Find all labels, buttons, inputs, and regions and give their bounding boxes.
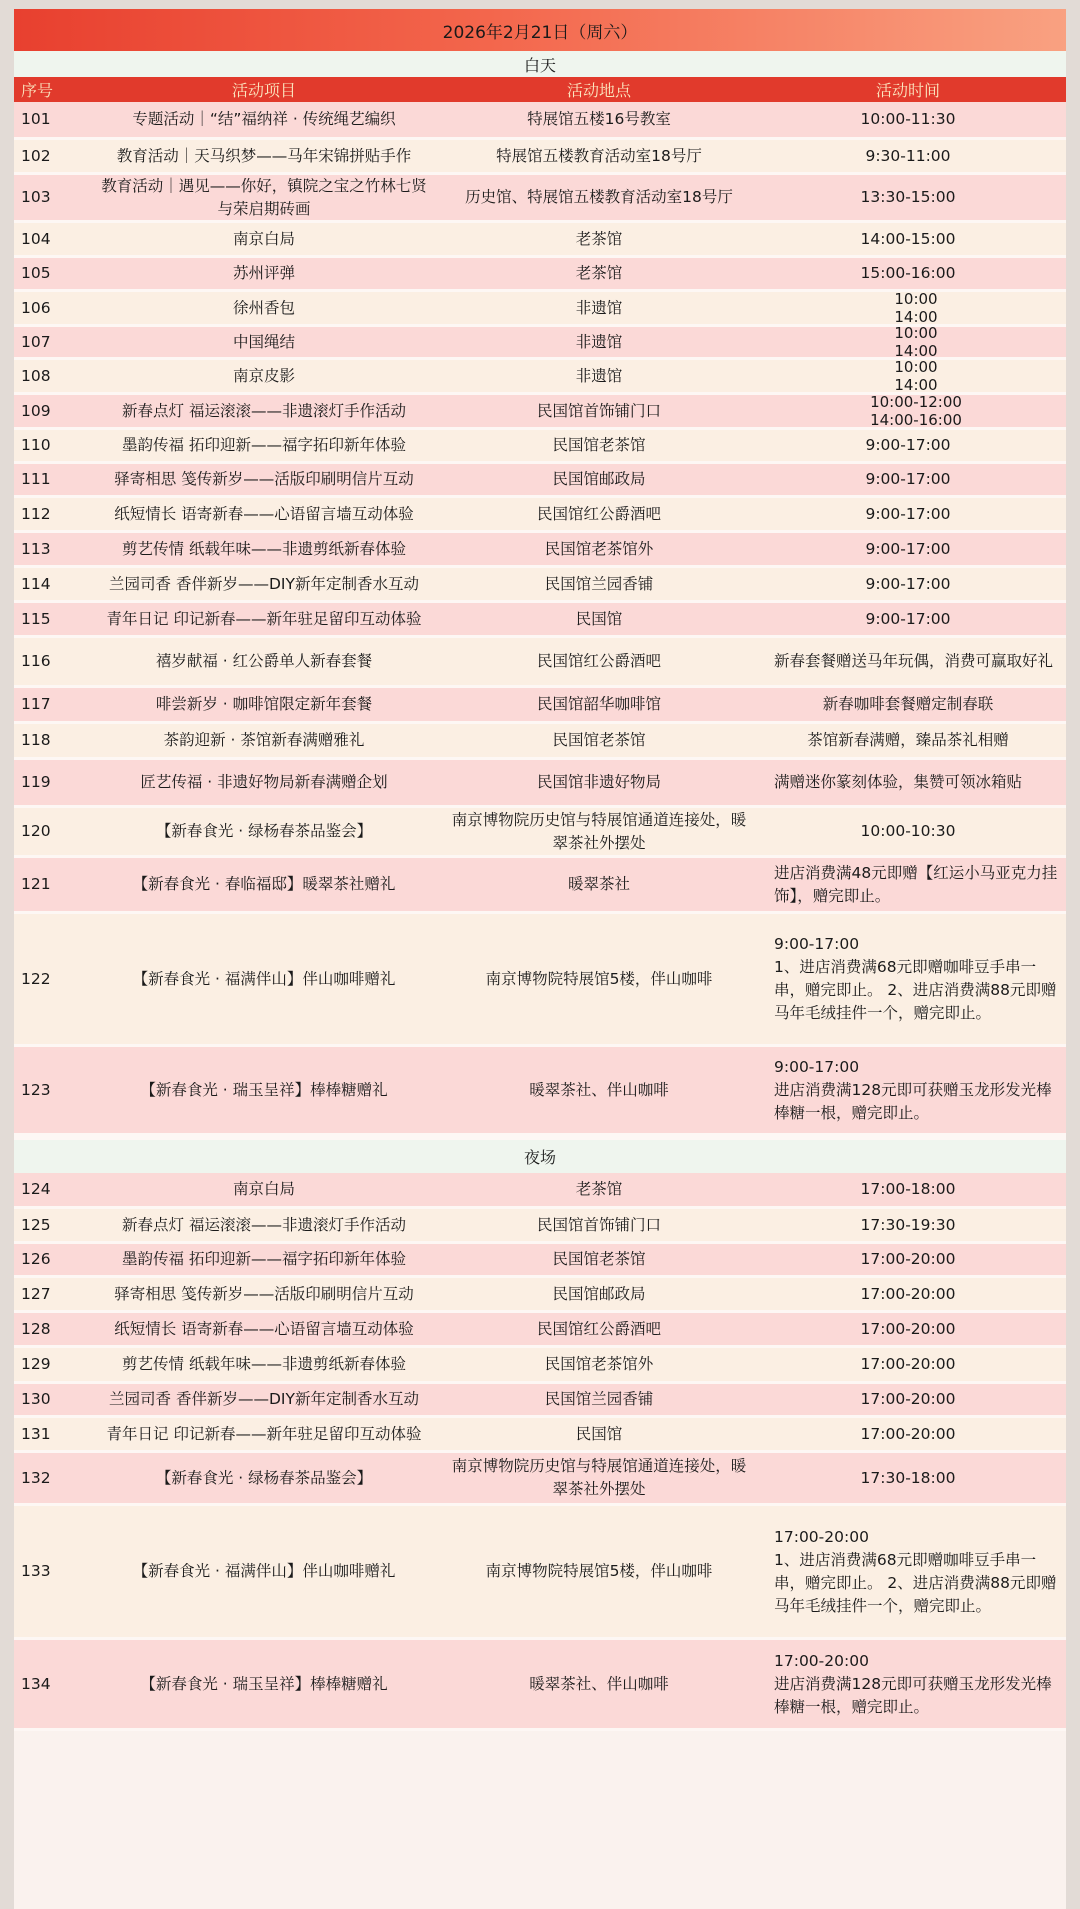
row-location: 特展馆五楼教育活动室18号厅 (496, 146, 702, 165)
row-number: 132 (21, 1468, 51, 1487)
row-location: 民国馆老茶馆外 (544, 539, 654, 558)
row-activity: 教育活动｜遇见——你好，镇院之宝之竹林七贤与荣启期砖画 (101, 176, 427, 218)
row-time-detail: 1、进店消费满68元即赠咖啡豆手串一串，赠完即止。 2、进店消费满88元即赠马年毛绒挂件一个，赠完即止。 (774, 1550, 1057, 1615)
row-time: 14:00-15:00 (860, 229, 956, 248)
row-location: 南京博物院特展馆5楼，伴山咖啡 (485, 969, 713, 988)
row-location: 暖翠茶社 (567, 875, 630, 893)
row-location: 特展馆五楼16号教室 (527, 110, 671, 128)
row-time: 进店消费满48元即赠【红运小马亚克力挂饰】，赠完即止。 (774, 863, 1058, 905)
row-number: 119 (21, 773, 51, 791)
header-no: 序号 (21, 81, 54, 100)
row-number: 120 (21, 822, 51, 840)
table-row (14, 760, 1066, 808)
row-number: 115 (21, 609, 51, 628)
row-activity: 新春点灯 福运滚滚——非遗滚灯手作活动 (122, 401, 406, 420)
row-activity: 中国绳结 (232, 332, 295, 351)
row-location: 民国馆 (575, 609, 623, 628)
row-activity: 南京白局 (232, 1180, 295, 1198)
table-row (14, 258, 1066, 292)
row-activity: 兰园司香 香伴新岁——DIY新年定制香水互动 (109, 1390, 419, 1408)
table-row (14, 360, 1066, 395)
row-activity: 驿寄相思 笺传新岁——活版印刷明信片互动 (114, 470, 414, 488)
row-number: 126 (21, 1250, 51, 1268)
row-time: 9:00-17:00 (865, 539, 951, 558)
row-time (760, 1650, 1066, 1719)
row-time: 10:00-11:30 (860, 110, 956, 128)
row-activity: 啡尝新岁 · 咖啡馆限定新年套餐 (155, 695, 373, 713)
table-header (14, 77, 1066, 102)
row-activity: 徐州香包 (232, 298, 295, 317)
row-location: 非遗馆 (575, 366, 623, 385)
row-number: 106 (21, 298, 51, 317)
table-row (14, 1244, 1066, 1278)
row-location: 南京博物院历史馆与特展馆通道连接处，暖翠茶社外摆处 (451, 1457, 747, 1498)
row-location: 民国馆兰园香铺 (544, 1390, 654, 1408)
row-location: 老茶馆 (575, 264, 623, 282)
row-time-line: 10:00 (894, 290, 938, 308)
row-time: 新春套餐赠送马年玩偶，消费可赢取好礼 (774, 652, 1054, 670)
table-row (14, 102, 1066, 140)
row-activity: 教育活动｜天马织梦——马年宋锦拼贴手作 (116, 146, 412, 165)
table-row (14, 1173, 1066, 1209)
row-number: 122 (21, 969, 51, 988)
row-number: 127 (21, 1284, 51, 1303)
table-row (14, 498, 1066, 533)
row-time-detail: 14:00 (894, 308, 938, 326)
row-time-detail: 进店消费满128元即可获赠玉龙形发光棒棒糖一根，赠完即止。 (774, 1080, 1052, 1122)
row-location: 民国馆红公爵酒吧 (536, 1319, 661, 1338)
table-row (14, 603, 1066, 638)
row-time-line: 10:00 (894, 324, 938, 342)
row-location: 老茶馆 (575, 1180, 623, 1198)
row-number: 113 (21, 539, 51, 558)
row-activity: 新春点灯 福运滚滚——非遗滚灯手作活动 (122, 1215, 406, 1234)
row-number: 111 (21, 470, 51, 488)
row-location: 南京博物院特展馆5楼，伴山咖啡 (485, 1562, 713, 1580)
row-time: 17:00-20:00 (860, 1424, 956, 1443)
row-activity: 剪艺传情 纸载年味——非遗剪纸新春体验 (122, 1355, 406, 1373)
row-number: 130 (21, 1390, 51, 1408)
table-row (14, 223, 1066, 258)
row-time: 9:00-17:00 (865, 574, 951, 593)
row-location: 民国馆邮政局 (552, 1284, 646, 1303)
row-number: 101 (21, 110, 51, 128)
row-location: 暖翠茶社、伴山咖啡 (529, 1674, 669, 1693)
row-number: 114 (21, 574, 51, 593)
table-row (14, 1348, 1066, 1384)
table-row (14, 1209, 1066, 1244)
header-time: 活动时间 (875, 81, 940, 100)
row-time-detail: 14:00 (894, 342, 938, 360)
row-activity: 专题活动｜“结”福纳祥 · 传统绳艺编织 (132, 110, 396, 128)
row-number: 117 (21, 695, 51, 713)
row-number: 112 (21, 504, 51, 523)
night-table-body (14, 1173, 1066, 1731)
table-row (14, 1384, 1066, 1418)
table-row (14, 688, 1066, 724)
row-time: 10:00-10:30 (860, 822, 956, 840)
row-location: 民国馆首饰铺门口 (536, 1215, 661, 1234)
row-location: 民国馆红公爵酒吧 (536, 504, 661, 523)
row-location: 民国馆邮政局 (552, 470, 646, 488)
row-location: 历史馆、特展馆五楼教育活动室18号厅 (465, 188, 733, 206)
row-number: 105 (21, 264, 51, 282)
row-number: 109 (21, 401, 51, 420)
row-activity: 纸短情长 语寄新春——心语留言墙互动体验 (114, 1319, 414, 1338)
row-time: 满赠迷你篆刻体验，集赞可领冰箱贴 (774, 773, 1023, 791)
row-number: 134 (21, 1674, 51, 1693)
row-time (760, 324, 1066, 360)
row-activity: 【新春食光 · 福满伴山】伴山咖啡赠礼 (132, 969, 396, 988)
row-time: 9:00-17:00 (865, 504, 951, 523)
row-time-line: 17:00-20:00 (774, 1651, 869, 1670)
row-activity: 苏州评弹 (232, 264, 295, 282)
row-time (760, 358, 1066, 394)
table-row (14, 808, 1066, 858)
row-activity: 匠艺传福 · 非遗好物局新春满赠企划 (140, 773, 388, 791)
table-row (14, 395, 1066, 430)
row-number: 129 (21, 1355, 51, 1373)
row-location: 民国馆 (575, 1424, 623, 1443)
row-number: 128 (21, 1319, 51, 1338)
row-time: 新春咖啡套餐赠定制春联 (822, 695, 994, 713)
table-row (14, 1313, 1066, 1348)
row-time: 9:00-17:00 (865, 470, 951, 488)
row-number: 116 (21, 652, 51, 670)
row-time-line: 10:00 (894, 358, 938, 376)
row-location: 民国馆兰园香铺 (544, 574, 654, 593)
row-location: 民国馆红公爵酒吧 (536, 652, 661, 670)
row-time: 15:00-16:00 (860, 264, 956, 282)
row-number: 104 (21, 229, 51, 248)
row-number: 118 (21, 731, 51, 749)
row-time: 17:00-18:00 (860, 1180, 956, 1198)
row-number: 124 (21, 1180, 51, 1198)
row-location: 民国馆非遗好物局 (536, 773, 661, 791)
table-row (14, 464, 1066, 498)
row-time: 17:30-18:00 (860, 1468, 956, 1487)
row-number: 123 (21, 1080, 51, 1099)
row-activity: 青年日记 印记新春——新年驻足留印互动体验 (106, 1424, 422, 1443)
table-row (14, 1506, 1066, 1640)
row-activity: 【新春食光 · 春临福邸】暖翠茶社赠礼 (132, 875, 396, 893)
table-row (14, 430, 1066, 464)
row-activity: 南京白局 (232, 229, 295, 248)
row-location: 民国馆首饰铺门口 (536, 401, 661, 420)
table-row (14, 1047, 1066, 1136)
row-time-detail: 进店消费满128元即可获赠玉龙形发光棒棒糖一根，赠完即止。 (774, 1674, 1052, 1716)
row-number: 108 (21, 366, 51, 385)
row-number: 121 (21, 875, 51, 893)
table-row (14, 638, 1066, 688)
row-location: 民国馆老茶馆 (552, 1250, 646, 1268)
row-activity: 墨韵传福 拓印迎新——福字拓印新年体验 (122, 436, 406, 454)
row-number: 131 (21, 1424, 51, 1443)
row-location: 民国馆老茶馆 (552, 731, 646, 749)
table-row (14, 724, 1066, 760)
row-activity: 【新春食光 · 福满伴山】伴山咖啡赠礼 (132, 1562, 396, 1580)
row-location: 非遗馆 (575, 298, 623, 317)
table-row (14, 568, 1066, 603)
row-activity: 兰园司香 香伴新岁——DIY新年定制香水互动 (109, 574, 419, 593)
row-time: 17:00-20:00 (860, 1319, 956, 1338)
table-row (14, 1418, 1066, 1453)
row-activity: 青年日记 印记新春——新年驻足留印互动体验 (106, 609, 422, 628)
table-row (14, 914, 1066, 1047)
row-number: 103 (21, 188, 51, 206)
row-activity: 【新春食光 · 绿杨春茶品鉴会】 (155, 1468, 373, 1487)
table-row (14, 1453, 1066, 1506)
row-time-detail: 14:00-16:00 (870, 411, 962, 429)
row-time: 17:00-20:00 (860, 1390, 956, 1408)
row-time: 9:30-11:00 (865, 146, 951, 165)
row-activity: 【新春食光 · 瑞玉呈祥】棒棒糖赠礼 (140, 1674, 388, 1693)
row-time: 17:30-19:30 (860, 1215, 956, 1234)
row-time-line: 9:00-17:00 (774, 1057, 860, 1076)
header-activity: 活动项目 (231, 81, 296, 100)
row-time-line: 9:00-17:00 (774, 935, 860, 953)
row-time: 9:00-17:00 (865, 609, 951, 628)
row-time (760, 290, 1066, 326)
table-row (14, 175, 1066, 223)
row-location: 暖翠茶社、伴山咖啡 (529, 1080, 669, 1099)
row-time: 13:30-15:00 (860, 188, 956, 206)
row-time: 9:00-17:00 (865, 436, 951, 454)
row-number: 107 (21, 332, 51, 351)
row-time (760, 1526, 1066, 1618)
row-location: 南京博物院历史馆与特展馆通道连接处，暖翠茶社外摆处 (451, 810, 747, 852)
day-table-body (14, 102, 1066, 1136)
row-activity: 茶韵迎新 · 茶馆新春满赠雅礼 (163, 731, 365, 749)
row-number: 102 (21, 146, 51, 165)
row-location: 民国馆韶华咖啡馆 (536, 695, 661, 713)
row-time-line: 17:00-20:00 (774, 1527, 869, 1546)
row-activity: 南京皮影 (232, 366, 295, 385)
row-activity: 【新春食光 · 绿杨春茶品鉴会】 (155, 822, 373, 840)
row-activity: 剪艺传情 纸载年味——非遗剪纸新春体验 (122, 539, 406, 558)
day-section-title: 白天 (14, 51, 1066, 77)
row-activity: 禧岁献福 · 红公爵单人新春套餐 (155, 652, 373, 670)
row-time (760, 933, 1066, 1025)
row-time: 茶馆新春满赠，臻品茶礼相赠 (807, 731, 1009, 749)
row-location: 民国馆老茶馆外 (544, 1355, 654, 1373)
row-location: 非遗馆 (575, 332, 623, 351)
row-time: 17:00-20:00 (860, 1250, 956, 1268)
table-row (14, 533, 1066, 568)
row-activity: 纸短情长 语寄新春——心语留言墙互动体验 (114, 504, 414, 523)
row-time: 17:00-20:00 (860, 1355, 956, 1373)
row-activity: 墨韵传福 拓印迎新——福字拓印新年体验 (122, 1250, 406, 1268)
table-row (14, 292, 1066, 327)
row-activity: 【新春食光 · 瑞玉呈祥】棒棒糖赠礼 (140, 1080, 388, 1099)
table-row (14, 858, 1066, 914)
header-location: 活动地点 (566, 81, 631, 100)
row-number: 110 (21, 436, 51, 454)
table-row (14, 1278, 1066, 1313)
night-section-title: 夜场 (14, 1136, 1066, 1173)
row-location: 民国馆老茶馆 (552, 436, 646, 454)
table-row (14, 140, 1066, 175)
row-number: 133 (21, 1562, 51, 1580)
row-time-line: 10:00-12:00 (870, 393, 962, 411)
schedule-sheet (14, 9, 1066, 1909)
row-location: 老茶馆 (575, 229, 623, 248)
table-row (14, 1640, 1066, 1731)
row-time (760, 393, 1066, 429)
row-time: 17:00-20:00 (860, 1284, 956, 1303)
row-time-detail: 1、进店消费满68元即赠咖啡豆手串一串，赠完即止。 2、进店消费满88元即赠马年毛绒挂件一个，赠完即止。 (774, 958, 1057, 1022)
row-number: 125 (21, 1215, 51, 1234)
row-activity: 驿寄相思 笺传新岁——活版印刷明信片互动 (114, 1284, 414, 1303)
row-time-detail: 14:00 (894, 376, 938, 394)
table-row (14, 324, 1066, 360)
row-time (760, 1056, 1066, 1125)
date-title: 2026年2月21日（周六） (14, 9, 1066, 51)
